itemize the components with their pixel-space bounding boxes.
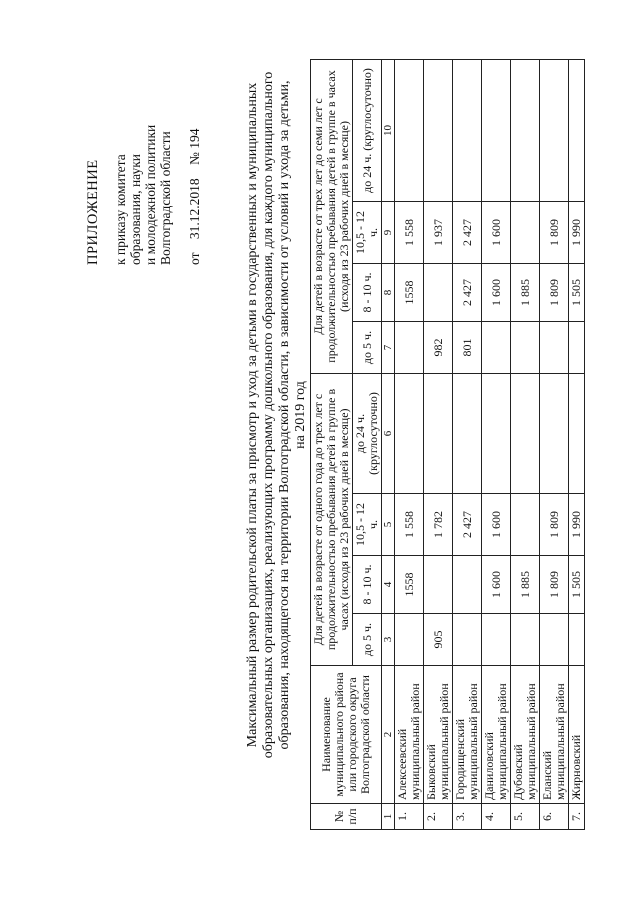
fee-value: 1 782 — [424, 494, 453, 556]
fee-value: 1 885 — [511, 263, 540, 321]
fee-value — [395, 373, 424, 493]
title-line: Максимальный размер родительской платы за присмотр и уход за детьми в государственных и муниципальных — [245, 82, 260, 748]
document-sheet — [20, 35, 620, 885]
header-group-1-3: Для детей в возрасте от одного года до трех лет с продолжительностью пребывания детей в группе в часах (исходя из 23 рабочих дней в месяце) — [311, 373, 353, 665]
row-number: 2. — [424, 804, 453, 830]
fee-value — [540, 59, 569, 201]
fee-value: 2 427 — [453, 263, 482, 321]
fee-value: 1 558 — [395, 494, 424, 556]
order-date: 31.12.2018 — [187, 178, 202, 240]
fee-value — [424, 373, 453, 493]
appendix-line: и молодежной политики — [143, 124, 158, 265]
subheader-cell: до 24 ч. (круглосуточно) — [353, 59, 382, 201]
subheader-cell: 10,5 - 12 ч. — [353, 201, 382, 263]
fee-value — [482, 614, 511, 666]
district-name: Алексеевский муниципальный район — [395, 666, 424, 804]
fee-value — [569, 614, 585, 666]
district-name: Еланский муниципальный район — [540, 666, 569, 804]
column-number: 10 — [382, 59, 395, 201]
column-number: 3 — [382, 614, 395, 666]
column-number: 5 — [382, 494, 395, 556]
fee-value: 1 505 — [569, 263, 585, 321]
subheader-cell: до 5 ч. — [353, 614, 382, 666]
subheader-cell: 8 - 10 ч. — [353, 263, 382, 321]
table-row — [424, 59, 453, 829]
column-number: 6 — [382, 373, 395, 493]
fee-value: 982 — [424, 321, 453, 373]
fee-value — [453, 556, 482, 614]
row-number: 4. — [482, 804, 511, 830]
district-name: Городищенский муниципальный район — [453, 666, 482, 804]
fee-value — [482, 373, 511, 493]
table-row — [569, 59, 585, 829]
fee-value: 1 600 — [482, 263, 511, 321]
fee-value — [569, 321, 585, 373]
fee-value: 1 809 — [540, 201, 569, 263]
fee-value — [424, 59, 453, 201]
table-row — [395, 59, 424, 829]
fee-value — [511, 201, 540, 263]
fee-value — [453, 614, 482, 666]
title-line: образования, находящегося на территории Волгоградской области, в зависимости от условий и ухода за детьми, — [277, 80, 292, 750]
table-body — [395, 59, 585, 829]
fee-value: 1 600 — [482, 556, 511, 614]
fee-value: 1 558 — [395, 201, 424, 263]
table-row — [511, 59, 540, 829]
fee-value — [540, 321, 569, 373]
row-number: 3. — [453, 804, 482, 830]
fee-value — [482, 321, 511, 373]
table-row — [453, 59, 482, 829]
fee-value — [424, 556, 453, 614]
fee-value: 1 600 — [482, 494, 511, 556]
date-prefix: от — [187, 252, 202, 265]
column-number: 1 — [382, 804, 395, 830]
fee-value: 905 — [424, 614, 453, 666]
header-group-3-7: Для детей в возрасте от трех лет до семи лет с продолжительностью пребывания детей в группе в часах (исходя из 23 рабочих дней в месяце) — [311, 59, 353, 373]
subheader-cell: до 5 ч. — [353, 321, 382, 373]
fee-value: 2 427 — [453, 201, 482, 263]
fee-value — [511, 321, 540, 373]
fee-value: 801 — [453, 321, 482, 373]
fee-value — [569, 59, 585, 201]
fee-value: 1 990 — [569, 494, 585, 556]
appendix-heading: ПРИЛОЖЕНИЕ — [85, 159, 101, 265]
row-number: 1. — [395, 804, 424, 830]
district-name: Быковский муниципальный район — [424, 666, 453, 804]
subheader-cell: 8 - 10 ч. — [353, 556, 382, 614]
fee-value: 1 600 — [482, 201, 511, 263]
district-name: Дубовский муниципальный район — [511, 666, 540, 804]
row-number: 6. — [540, 804, 569, 830]
fee-value — [424, 263, 453, 321]
row-number: 7. — [569, 804, 585, 830]
column-number: 7 — [382, 321, 395, 373]
fee-value — [540, 614, 569, 666]
fee-value: 1558 — [395, 263, 424, 321]
column-number: 2 — [382, 666, 395, 804]
title-line: на 2019 год — [293, 381, 308, 449]
fee-value — [540, 373, 569, 493]
fee-value: 1 809 — [540, 263, 569, 321]
fee-value — [511, 59, 540, 201]
table-row — [540, 59, 569, 829]
fee-value: 1 505 — [569, 556, 585, 614]
fee-value — [482, 59, 511, 201]
appendix-line: образования, науки — [128, 153, 143, 265]
appendix-line: к приказу комитета — [113, 154, 128, 265]
fee-value — [511, 373, 540, 493]
fee-value: 1 809 — [540, 494, 569, 556]
column-number: 8 — [382, 263, 395, 321]
order-date-line — [187, 45, 202, 265]
fee-value: 1 885 — [511, 556, 540, 614]
document-title — [245, 65, 309, 765]
fee-value — [511, 614, 540, 666]
header-num: № п/п — [311, 804, 382, 830]
fee-value: 1 809 — [540, 556, 569, 614]
fee-value — [453, 59, 482, 201]
header-name: Наименование муниципального района или городского округа Волгоградской области — [311, 666, 382, 804]
fee-value — [511, 494, 540, 556]
order-number: № 194 — [187, 128, 202, 166]
district-name: Жирновский — [569, 666, 585, 804]
fee-value — [395, 614, 424, 666]
district-name: Даниловский муниципальный район — [482, 666, 511, 804]
fee-table — [310, 59, 585, 830]
fee-value: 2 427 — [453, 494, 482, 556]
title-line: образовательных организациях, реализующих программу дошкольного образования, для каждого муниципального — [261, 71, 276, 759]
fee-value — [569, 373, 585, 493]
appendix-line: Волгоградской области — [158, 131, 173, 265]
fee-value — [395, 59, 424, 201]
row-number: 5. — [511, 804, 540, 830]
subheader-cell: до 24 ч. (круглосуточно) — [353, 373, 382, 493]
appendix-block — [86, 45, 202, 265]
column-number: 9 — [382, 201, 395, 263]
column-number: 4 — [382, 556, 395, 614]
fee-value: 1 937 — [424, 201, 453, 263]
fee-value: 1 990 — [569, 201, 585, 263]
fee-value — [453, 373, 482, 493]
column-number-row — [382, 59, 395, 829]
table-row — [482, 59, 511, 829]
subheader-cell: 10,5 - 12 ч. — [353, 494, 382, 556]
fee-value — [395, 321, 424, 373]
fee-value: 1558 — [395, 556, 424, 614]
